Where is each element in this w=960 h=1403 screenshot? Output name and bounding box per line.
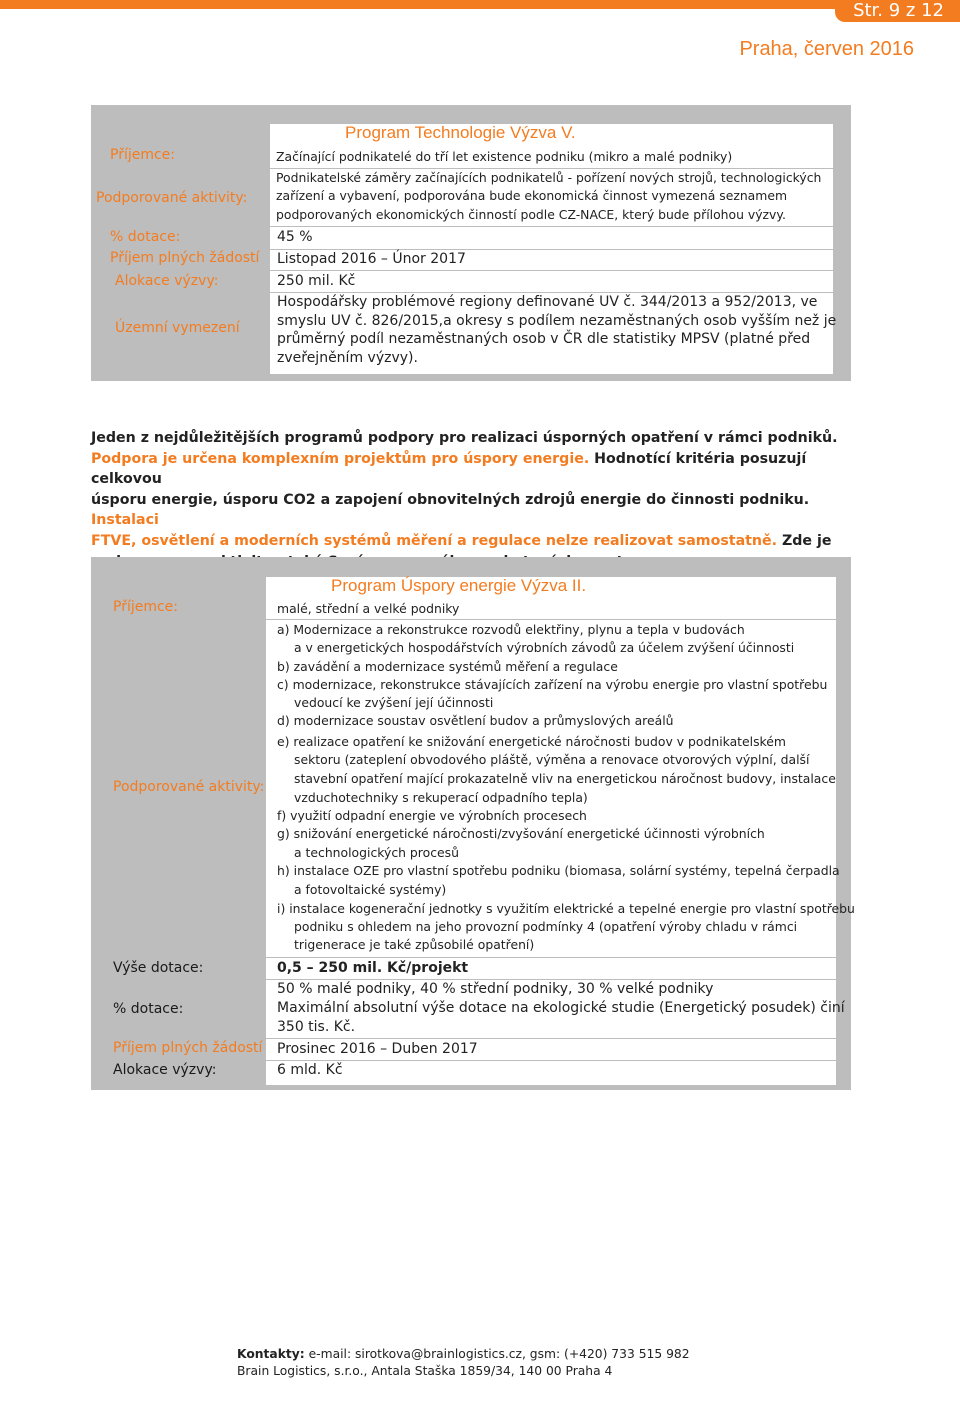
p2-activity-line: b) zavádění a modernizace systémů měření a regulace: [277, 659, 618, 674]
p1-allocation-label: Alokace výzvy:: [115, 273, 219, 289]
paragraph-text: Zde je: [777, 532, 832, 549]
p2-activity-line: podniku s ohledem na jeho provozní podmínky 4 (opatření výroby chladu v rámci: [294, 919, 798, 934]
p1-territory-label: Územní vymezení: [115, 320, 240, 336]
p2-activity-line: vedoucí ke zvýšení její účinnosti: [294, 695, 494, 710]
p2-intake-label: Příjem plných žádostí: [113, 1040, 263, 1056]
p2-activity-line: a) Modernizace a rekonstrukce rozvodů elektřiny, plynu a tepla v budovách: [277, 622, 745, 637]
p1-recipients-value: Začínající podnikatelé do tří let existence podniku (mikro a malé podniky): [276, 149, 733, 164]
p2-subsidy-label: % dotace:: [113, 1001, 184, 1017]
top-accent-bar: [0, 0, 960, 9]
paragraph-line: [91, 531, 851, 552]
divider: [266, 1038, 836, 1039]
place-date: Praha, červen 2016: [739, 38, 914, 60]
p1-activities-label: Podporované aktivity:: [96, 190, 248, 206]
p2-recipients-label: Příjemce:: [113, 599, 179, 615]
paragraph-line: [91, 449, 851, 490]
p1-subsidy-value: 45 %: [277, 229, 313, 245]
divider: [266, 619, 836, 620]
p2-allocation-value: 6 mld. Kč: [277, 1062, 343, 1078]
p1-intake-label: Příjem plných žádostí: [110, 250, 260, 266]
p1-territory-line: Hospodářsky problémové regiony definované UV č. 344/2013 a 952/2013, ve: [277, 294, 818, 310]
paragraph-line: Jeden z nejdůležitějších programů podpory pro realizaci úsporných opatření v rámci podniků.: [91, 430, 838, 446]
paragraph-line: [91, 490, 851, 531]
program-uspory-title: Program Úspory energie Výzva II.: [331, 576, 587, 595]
p2-amount-value: 0,5 – 250 mil. Kč/projekt: [277, 960, 469, 976]
p2-activity-line: d) modernizace soustav osvětlení budov a průmyslových areálů: [277, 713, 674, 728]
p1-allocation-value: 250 mil. Kč: [277, 273, 356, 289]
p2-subsidy-line: Maximální absolutní výše dotace na ekologické studie (Energetický posudek) činí: [277, 1000, 845, 1016]
p2-subsidy-line: 50 % malé podniky, 40 % střední podniky, 30 % velké podniky: [277, 981, 714, 997]
p1-subsidy-label: % dotace:: [110, 229, 181, 245]
footer-contact-text: e-mail: sirotkova@brainlogistics.cz, gsm: (+420) 733 515 982: [304, 1347, 690, 1361]
page-number-tab: Str. 9 z 12: [835, 0, 960, 22]
p2-recipients-value: malé, střední a velké podniky: [277, 601, 460, 616]
p2-activity-line: sektoru (zateplení obvodového pláště, výměna a renovace otvorových výplní, další: [294, 752, 810, 767]
p1-recipients-label: Příjemce:: [110, 147, 176, 163]
p2-activity-line: h) instalace OZE pro vlastní spotřebu podniku (biomasa, solární systémy, tepelná čerpadla: [277, 863, 840, 878]
footer-contact-label: Kontakty:: [237, 1347, 305, 1361]
divider: [266, 1060, 836, 1061]
p2-activity-line: e) realizace opatření ke snižování energetické náročnosti budov v podnikatelském: [277, 734, 786, 749]
p1-intake-value: Listopad 2016 – Únor 2017: [277, 251, 466, 267]
p2-activity-line: c) modernizace, rekonstrukce stávajících zařízení na výrobu energie pro vlastní spotřebu: [277, 677, 828, 692]
paragraph-text: úsporu energie, úsporu CO2 a zapojení obnovitelných zdrojů energie do činnosti podniku.: [91, 491, 810, 508]
divider: [266, 957, 836, 958]
paragraph-text: Hodnotící kritéria posuzují celkovou: [91, 450, 807, 488]
p2-activity-line: g) snižování energetické náročnosti/zvyšování energetické účinnosti výrobních: [277, 826, 765, 841]
p1-activity-line: Podnikatelské záměry začínajících podnikatelů - pořízení nových strojů, technologických: [276, 170, 822, 185]
p2-subsidy-line: 350 tis. Kč.: [277, 1019, 356, 1035]
paragraph-highlight: Podpora je určena komplexním projektům pro úspory energie.: [91, 450, 590, 467]
p2-activity-line: vzduchotechniky s rekuperací odpadního tepla): [294, 790, 588, 805]
p1-territory-line: průměrný podíl nezaměstnaných osob v ČR dle statistiky MPSV (platné před: [277, 331, 811, 347]
footer-address: Brain Logistics, s.r.o., Antala Staška 1859/34, 140 00 Praha 4: [237, 1364, 613, 1378]
program-technologie-title: Program Technologie Výzva V.: [345, 123, 576, 142]
p2-allocation-label: Alokace výzvy:: [113, 1062, 217, 1078]
p2-activity-line: stavební opatření mající prokazatelně vliv na energetickou náročnost budovy, instalace: [294, 771, 836, 786]
divider: [270, 270, 833, 271]
p2-activity-line: a v energetických hospodářstvích výrobních závodů za účelem zvýšení účinnosti: [294, 640, 795, 655]
footer-contact: [237, 1346, 690, 1380]
paragraph-highlight: FTVE, osvětlení a moderních systémů měření a regulace nelze realizovat samostatně.: [91, 532, 778, 549]
body-paragraph: [91, 428, 851, 572]
p2-activity-line: f) využití odpadní energie ve výrobních procesech: [277, 808, 587, 823]
divider: [270, 226, 833, 227]
paragraph-highlight: Instalaci: [91, 512, 159, 529]
p2-amount-label: Výše dotace:: [113, 960, 204, 976]
p1-activity-line: podporovaných ekonomických činností podle CZ-NACE, který bude přílohou výzvy.: [276, 207, 786, 222]
p1-activity-line: zařízení a vybavení, podporována bude ekonomická činnost vymezená seznamem: [276, 188, 788, 203]
p1-territory-line: zveřejněním výzvy).: [277, 350, 418, 366]
p2-activity-line: a technologických procesů: [294, 845, 459, 860]
p1-territory-line: smyslu UV č. 826/2015,a okresy s podílem nezaměstnaných osob vyšším než je: [277, 313, 837, 329]
footer-contact-line: [237, 1346, 690, 1363]
p2-activities-label: Podporované aktivity:: [113, 779, 265, 795]
p2-intake-value: Prosinec 2016 – Duben 2017: [277, 1041, 478, 1057]
p2-activity-line: trigenerace je také způsobilé opatření): [294, 937, 535, 952]
p2-activity-line: a fotovoltaické systémy): [294, 882, 447, 897]
p2-activity-line: i) instalace kogenerační jednotky s využitím elektrické a tepelné energie pro vlastní spotřebu: [277, 901, 855, 916]
